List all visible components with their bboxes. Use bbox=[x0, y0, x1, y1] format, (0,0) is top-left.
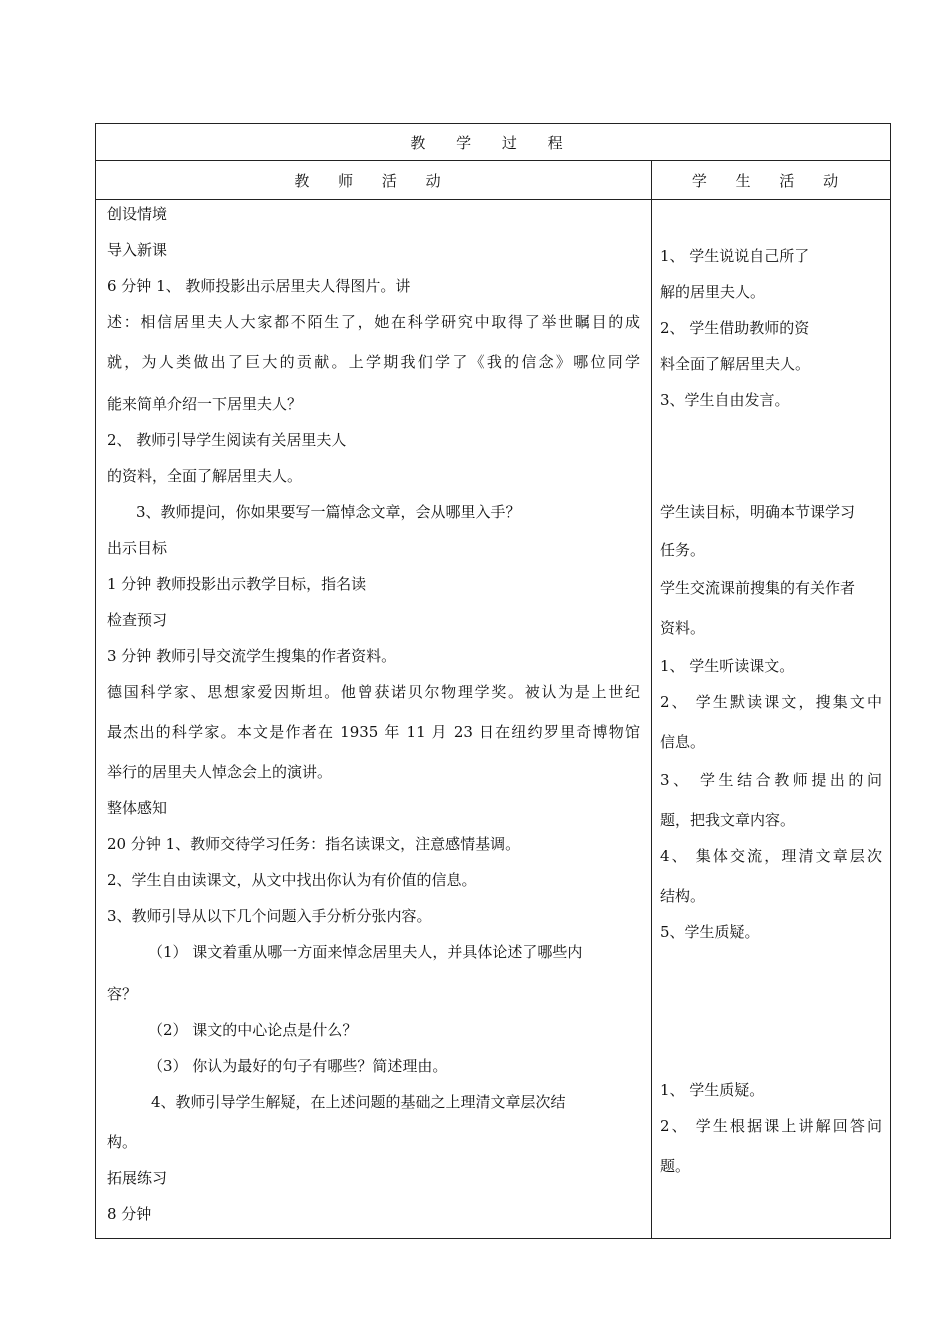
teacher-line: 3、教师提问，你如果要写一篇悼念文章，会从哪里入手？ bbox=[136, 503, 521, 521]
student-line: 学生交流课前搜集的有关作者 bbox=[660, 579, 856, 597]
student-line: 资料。 bbox=[660, 619, 706, 637]
student-line: 任务。 bbox=[660, 541, 706, 559]
teacher-line: 8 分钟 bbox=[107, 1205, 152, 1223]
teacher-line: 构。 bbox=[107, 1133, 138, 1151]
teacher-line: 就，为人类做出了巨大的贡献。上学期我们学了《我的信念》哪位同学 bbox=[107, 353, 640, 371]
teacher-line: 德国科学家、思想家爱因斯坦。他曾获诺贝尔物理学奖。被认为是上世纪 bbox=[107, 683, 640, 701]
student-line: 料全面了解居里夫人。 bbox=[660, 355, 811, 373]
teacher-line: 出示目标 bbox=[107, 539, 168, 557]
teacher-line: 4、教师引导学生解疑，在上述问题的基础之上理清文章层次结 bbox=[151, 1093, 566, 1111]
teacher-line: 拓展练习 bbox=[107, 1169, 168, 1187]
teacher-line: 举行的居里夫人悼念会上的演讲。 bbox=[107, 763, 333, 781]
student-line: 2、 学生默读课文，搜集文中 bbox=[660, 693, 882, 711]
teacher-line: 整体感知 bbox=[107, 799, 168, 817]
teacher-activity-header: 教 师 活 动 bbox=[294, 171, 453, 190]
student-line: 3、学生自由发言。 bbox=[660, 391, 790, 409]
teacher-line: 3、教师引导从以下几个问题入手分析分张内容。 bbox=[107, 907, 432, 925]
student-line: 信息。 bbox=[660, 733, 706, 751]
teacher-line: 6 分钟 1、 教师投影出示居里夫人得图片。讲 bbox=[107, 277, 411, 295]
teacher-line: 最杰出的科学家。本文是作者在 1935 年 11 月 23 日在纽约罗里奇博物馆 bbox=[107, 723, 640, 741]
student-line: 2、 学生根据课上讲解回答问 bbox=[660, 1117, 882, 1135]
teacher-line: 检查预习 bbox=[107, 611, 168, 629]
teacher-line: （3） 你认为最好的句子有哪些？简述理由。 bbox=[148, 1057, 448, 1075]
teacher-line: （1） 课文着重从哪一方面来悼念居里夫人，并具体论述了哪些内 bbox=[148, 943, 583, 961]
student-activity-cell bbox=[652, 200, 890, 1238]
teacher-activity-cell bbox=[96, 200, 651, 1238]
teacher-line: 的资料，全面了解居里夫人。 bbox=[107, 467, 303, 485]
teacher-line: 3 分钟 教师引导交流学生搜集的作者资料。 bbox=[107, 647, 397, 665]
student-line: 4、 集体交流，理清文章层次 bbox=[660, 847, 882, 865]
student-line: 3、 学生结合教师提出的问 bbox=[660, 771, 882, 789]
teacher-line: 能来简单介绍一下居里夫人？ bbox=[107, 395, 303, 413]
teacher-line: 述：相信居里夫人大家都不陌生了，她在科学研究中取得了举世瞩目的成 bbox=[107, 313, 640, 331]
teacher-line: 创设情境 bbox=[107, 205, 168, 223]
teacher-line: 1 分钟 教师投影出示教学目标，指名读 bbox=[107, 575, 367, 593]
teacher-line: 2、 教师引导学生阅读有关居里夫人 bbox=[107, 431, 347, 449]
student-line: 1、 学生说说自己所了 bbox=[660, 247, 810, 265]
student-line: 题。 bbox=[660, 1157, 691, 1175]
teacher-line: 20 分钟 1、教师交待学习任务：指名读课文，注意感情基调。 bbox=[107, 835, 521, 853]
teacher-line: 导入新课 bbox=[107, 241, 168, 259]
student-line: 学生读目标，明确本节课学习 bbox=[660, 503, 856, 521]
student-activity-header: 学 生 活 动 bbox=[691, 171, 851, 190]
student-line: 1、 学生质疑。 bbox=[660, 1081, 765, 1099]
teaching-process-table bbox=[95, 123, 891, 1239]
teacher-line: 容？ bbox=[107, 985, 138, 1003]
teacher-line: （2） 课文的中心论点是什么？ bbox=[148, 1021, 358, 1039]
student-line: 题，把我文章内容。 bbox=[660, 811, 796, 829]
teacher-line: 2、学生自由读课文，从文中找出你认为有价值的信息。 bbox=[107, 871, 477, 889]
student-line: 1、 学生听读课文。 bbox=[660, 657, 795, 675]
student-line: 2、 学生借助教师的资 bbox=[660, 319, 810, 337]
student-line: 5、学生质疑。 bbox=[660, 923, 760, 941]
student-line: 结构。 bbox=[660, 887, 706, 905]
table-header-row bbox=[96, 161, 890, 200]
table-title: 教 学 过 程 bbox=[96, 124, 890, 161]
student-line: 解的居里夫人。 bbox=[660, 283, 766, 301]
